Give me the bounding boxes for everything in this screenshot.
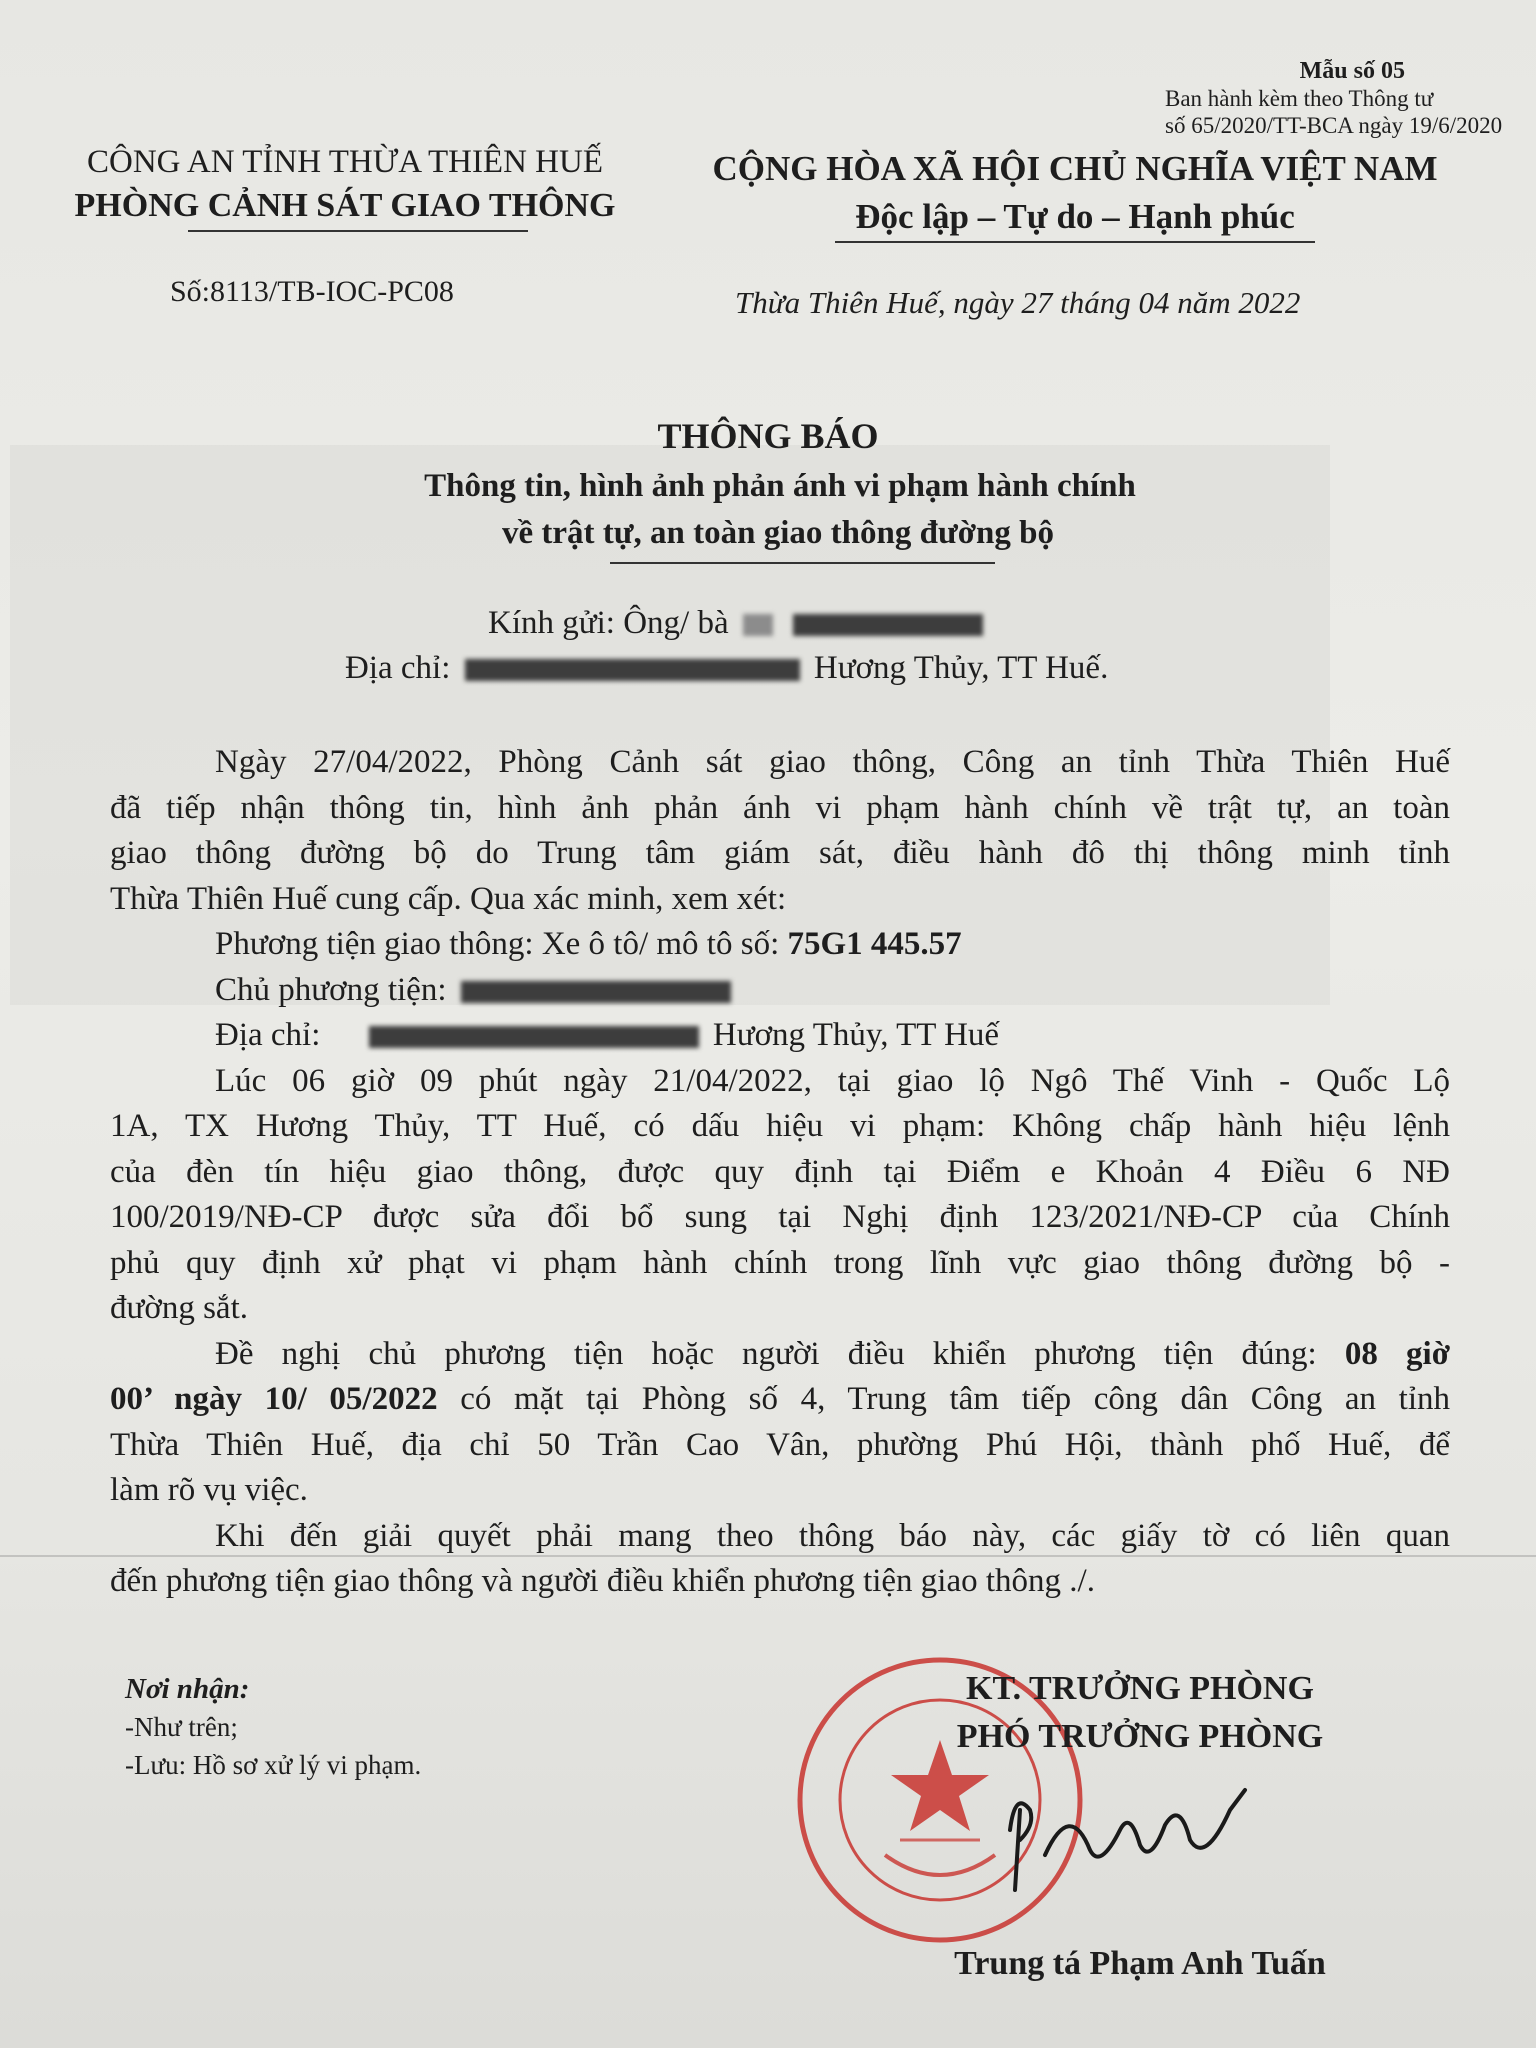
- body-line: Khi đến giải quyết phải mang theo thông báo này, các giấy tờ có liên quan: [215, 1517, 1450, 1554]
- agency-parent: CÔNG AN TỈNH THỪA THIÊN HUẾ: [86, 144, 603, 180]
- appointment-text: Đề nghị chủ phương tiện hoặc người điều khiển phương tiện đúng:: [215, 1335, 1345, 1372]
- recipient-item: -Như trên;: [125, 1712, 238, 1742]
- owner-label: Chủ phương tiện:: [215, 971, 447, 1008]
- body-line: giao thông đường bộ do Trung tâm giám sát, điều hành đô thị thông minh tỉnh: [110, 835, 1450, 871]
- signature-title-1: KT. TRƯỞNG PHÒNG: [966, 1670, 1314, 1707]
- owner-address-line: [110, 1013, 1450, 1059]
- appointment-place: có mặt tại Phòng số 4, Trung tâm tiếp công dân Công an tỉnh: [437, 1381, 1450, 1417]
- owner-address-tail: Hương Thủy, TT Huế: [712, 1017, 1000, 1053]
- body-line: 100/2019/NĐ-CP được sửa đổi bổ sung tại Nghị định 123/2021/NĐ-CP của Chính: [110, 1199, 1450, 1235]
- nation-name: CỘNG HÒA XÃ HỘI CHỦ NGHĨA VIỆT NAM: [712, 149, 1438, 188]
- motto-underline: [835, 241, 1315, 243]
- appointment-date: 00’ ngày 10/ 05/2022: [110, 1381, 438, 1417]
- addressee-address-line: [345, 650, 1108, 687]
- redacted-owner: [461, 981, 731, 1003]
- vehicle-label: Phương tiện giao thông: Xe ô tô/ mô tô số:: [215, 926, 788, 962]
- document-title: THÔNG BÁO: [657, 416, 879, 456]
- redacted-owner-address: [369, 1026, 699, 1048]
- document-subtitle-2: về trật tự, an toàn giao thông đường bộ: [501, 515, 1054, 551]
- vehicle-line: [110, 922, 1450, 968]
- owner-address-label: Địa chỉ:: [215, 1017, 321, 1053]
- body-line: 1A, TX Hương Thủy, TT Huế, có dấu hiệu vi phạm: Không chấp hành hiệu lệnh: [110, 1108, 1450, 1144]
- body-line: Thừa Thiên Huế, địa chỉ 50 Trần Cao Vân, phường Phú Hội, thành phố Huế, để: [110, 1426, 1450, 1463]
- appointment-line-2: [110, 1377, 1450, 1423]
- form-circular: số 65/2020/TT-BCA ngày 19/6/2020: [1165, 113, 1503, 138]
- agency-underline: [188, 230, 528, 232]
- nation-motto: Độc lập – Tự do – Hạnh phúc: [855, 197, 1295, 236]
- body-line: phủ quy định xử phạt vi phạm hành chính trong lĩnh vực giao thông đường bộ -: [110, 1244, 1450, 1281]
- form-number: Mẫu số 05: [1299, 58, 1405, 84]
- body-line: đường sắt.: [110, 1290, 248, 1326]
- redacted-address: [465, 659, 800, 681]
- signature-block: [860, 1665, 1420, 1761]
- national-header: [675, 145, 1475, 241]
- body-line: của đèn tín hiệu giao thông, được quy định tại Điểm e Khoản 4 Điều 6 NĐ: [110, 1153, 1450, 1190]
- owner-line: [110, 968, 1450, 1014]
- recipients-heading: Nơi nhận:: [125, 1673, 250, 1705]
- body-line: Thừa Thiên Huế cung cấp. Qua xác minh, xem xét:: [110, 880, 787, 917]
- appointment-time: 08 giờ: [1344, 1335, 1450, 1372]
- salutation-label: Kính gửi: Ông/ bà: [488, 605, 729, 641]
- subtitle-underline: [610, 562, 995, 564]
- appointment-line-1: [110, 1332, 1450, 1378]
- form-note: [1165, 58, 1503, 139]
- signature-title-2: PHÓ TRƯỞNG PHÒNG: [956, 1718, 1324, 1755]
- vehicle-plate: 75G1 445.57: [787, 926, 962, 962]
- dateline: Thừa Thiên Huế, ngày 27 tháng 04 năm 2022: [735, 285, 1301, 320]
- agency-header: [40, 140, 650, 228]
- body-line: Lúc 06 giờ 09 phút ngày 21/04/2022, tại giao lộ Ngô Thế Vinh - Quốc Lộ: [215, 1062, 1450, 1099]
- recipients-block: [125, 1670, 421, 1784]
- body-paragraph-1: [110, 740, 1450, 1605]
- form-issued-with: Ban hành kèm theo Thông tư: [1165, 86, 1434, 111]
- document-subtitle-1: Thông tin, hình ảnh phản ánh vi phạm hành chính: [424, 468, 1136, 504]
- body-line: đã tiếp nhận thông tin, hình ảnh phản ánh vi phạm hành chính về trật tự, an toàn: [110, 789, 1450, 826]
- agency-department: PHÒNG CẢNH SÁT GIAO THÔNG: [74, 187, 616, 224]
- handwritten-signature-icon: [990, 1770, 1290, 1910]
- recipient-item: -Lưu: Hồ sơ xử lý vi phạm.: [125, 1750, 422, 1780]
- body-line: Ngày 27/04/2022, Phòng Cảnh sát giao thông, Công an tỉnh Thừa Thiên Huế: [215, 744, 1450, 780]
- salutation-line: [488, 605, 989, 642]
- signer-name: Trung tá Phạm Anh Tuấn: [954, 1945, 1326, 1982]
- body-line: làm rõ vụ việc.: [110, 1472, 308, 1508]
- redacted-name: [743, 614, 773, 636]
- address-label: Địa chỉ:: [345, 650, 451, 686]
- document-number: Số:8113/TB-IOC-PC08: [170, 275, 454, 308]
- address-tail: Hương Thủy, TT Huế.: [813, 650, 1109, 686]
- body-line: đến phương tiện giao thông và người điều khiển phương tiện giao thông ./.: [110, 1563, 1095, 1599]
- redacted-name: [793, 614, 983, 636]
